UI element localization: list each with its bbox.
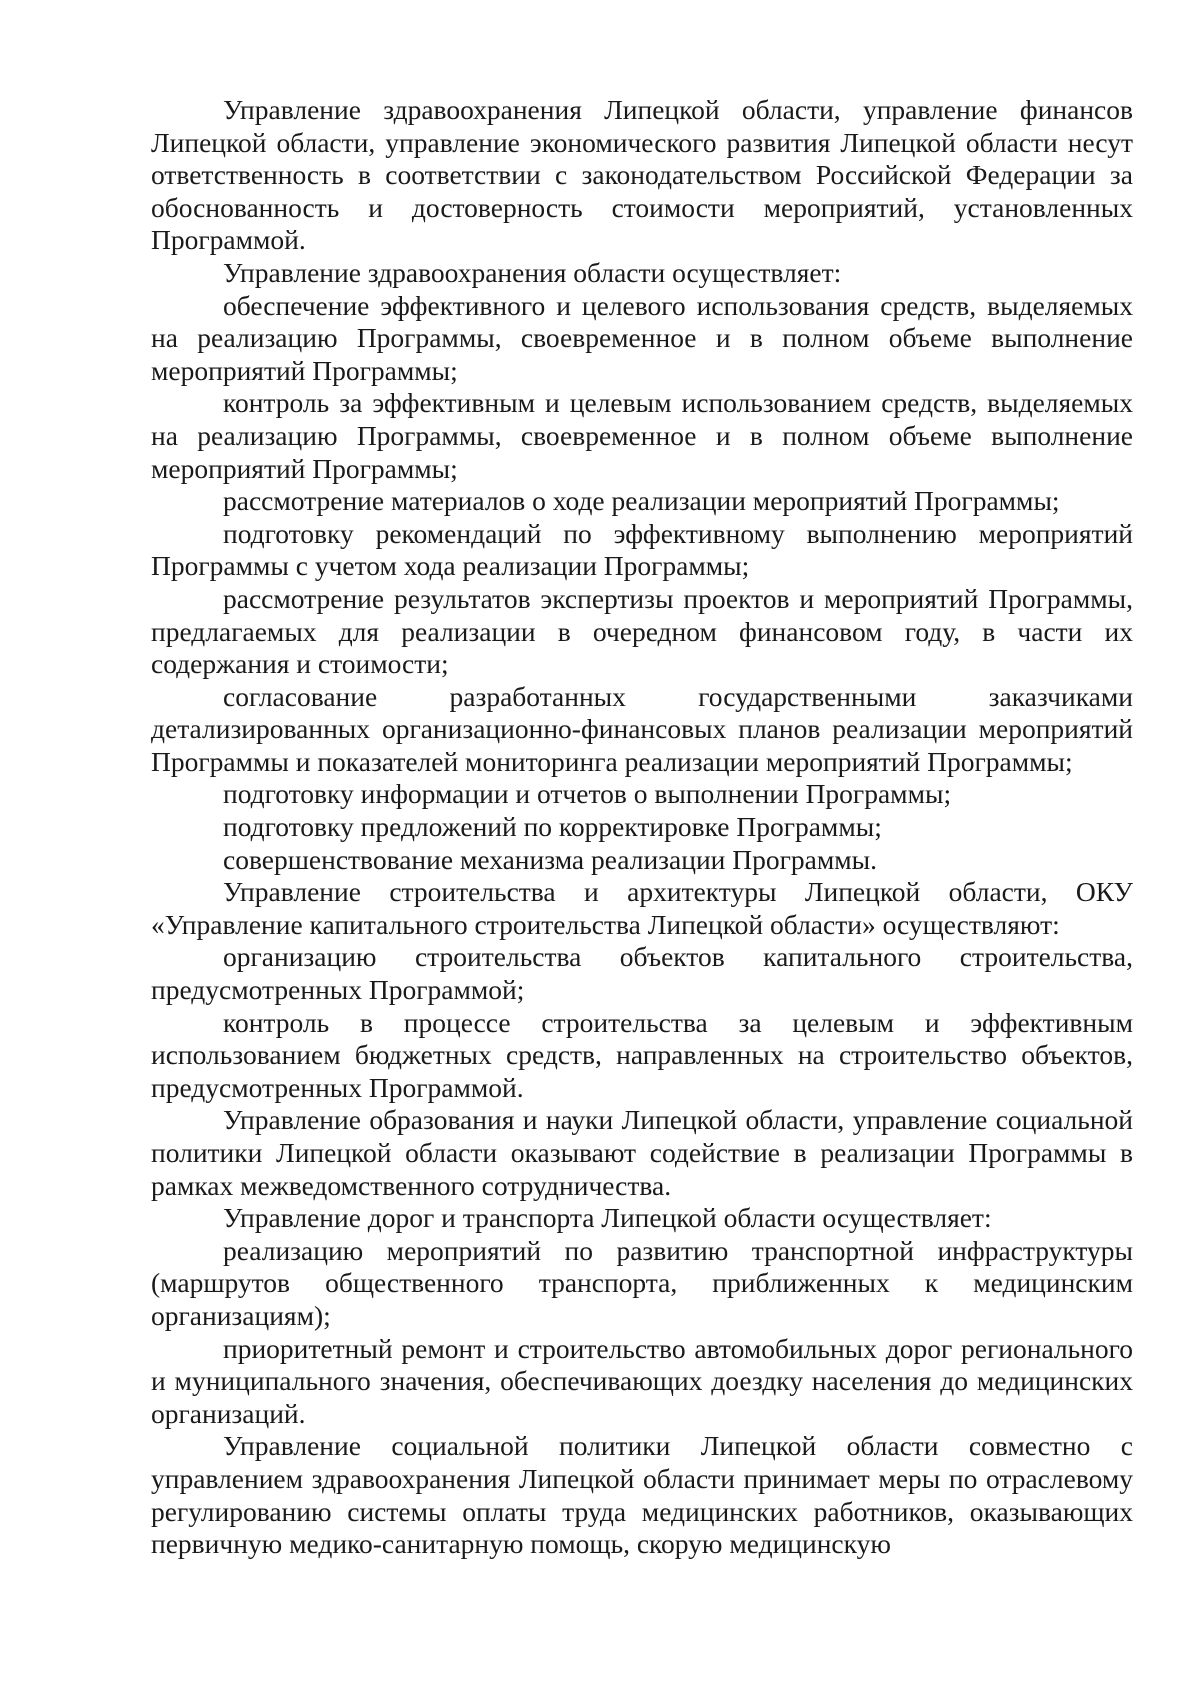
paragraph-10: подготовку предложений по корректировке Программы; <box>223 811 882 843</box>
document-body <box>151 94 1133 1561</box>
paragraph-4: контроль за эффективным и целевым использованием средств, выделяемых на реализацию Программы, своевременное и в полном объеме выполнение мероприятий Программы; <box>151 387 1133 484</box>
paragraph-3: обеспечение эффективного и целевого использования средств, выделяемых на реализацию Программы, своевременное и в полном объеме выполнение мероприятий Программы; <box>151 289 1133 386</box>
paragraph-12: Управление строительства и архитектуры Липецкой области, ОКУ «Управление капитального строительства Липецкой области» осуществляют: <box>151 876 1133 940</box>
paragraph-14: контроль в процессе строительства за целевым и эффективным использованием бюджетных средств, направленных на строительство объектов, предусмотренных Программой. <box>151 1006 1133 1103</box>
paragraph-7: рассмотрение результатов экспертизы проектов и мероприятий Программы, предлагаемых для реализации в очередном финансовом году, в части их содержания и стоимости; <box>151 582 1133 680</box>
paragraph-2: Управление здравоохранения области осуществляет: <box>223 256 842 288</box>
paragraph-19: Управление социальной политики Липецкой области совместно с управлением здравоохранения Липецкой области принимает меры по отраслевому регулированию системы оплаты труда медицинских работников, оказывающих первичную медико-санитарную помощь, скорую медицинскую <box>151 1430 1133 1560</box>
paragraph-16: Управление дорог и транспорта Липецкой области осуществляет: <box>223 1202 992 1234</box>
paragraph-13: организацию строительства объектов капитального строительства, предусмотренных Программой; <box>151 941 1133 1006</box>
paragraph-6: подготовку рекомендаций по эффективному выполнению мероприятий Программы с учетом хода реализации Программы; <box>151 517 1133 582</box>
paragraph-5: рассмотрение материалов о ходе реализации мероприятий Программы; <box>223 485 1060 517</box>
paragraph-9: подготовку информации и отчетов о выполнении Программы; <box>223 778 952 810</box>
paragraph-15: Управление образования и науки Липецкой области, управление социальной политики Липецкой области оказывают содействие в реализации Программы в рамках межведомственного сотрудничества. <box>151 1104 1133 1201</box>
paragraph-11: совершенствование механизма реализации Программы. <box>223 843 878 875</box>
paragraph-17: реализацию мероприятий по развитию транспортной инфраструктуры (маршрутов общественного транспорта, приближенных к медицинским организациям); <box>151 1234 1133 1331</box>
paragraph-18: приоритетный ремонт и строительство автомобильных дорог регионального и муниципального значения, обеспечивающих доездку населения до медицинских организаций. <box>151 1332 1133 1429</box>
paragraph-8: согласование разработанных государственными заказчиками детализированных организационно-финансовых планов реализации мероприятий Программы и показателей мониторинга реализации мероприятий Программы; <box>151 680 1133 777</box>
paragraph-1: Управление здравоохранения Липецкой области, управление финансов Липецкой области, управление экономического развития Липецкой области несут ответственность в соответствии с законодательством Российской Федерации за обоснованность и достоверность стоимости мероприятий, установленных Программой. <box>151 94 1133 256</box>
